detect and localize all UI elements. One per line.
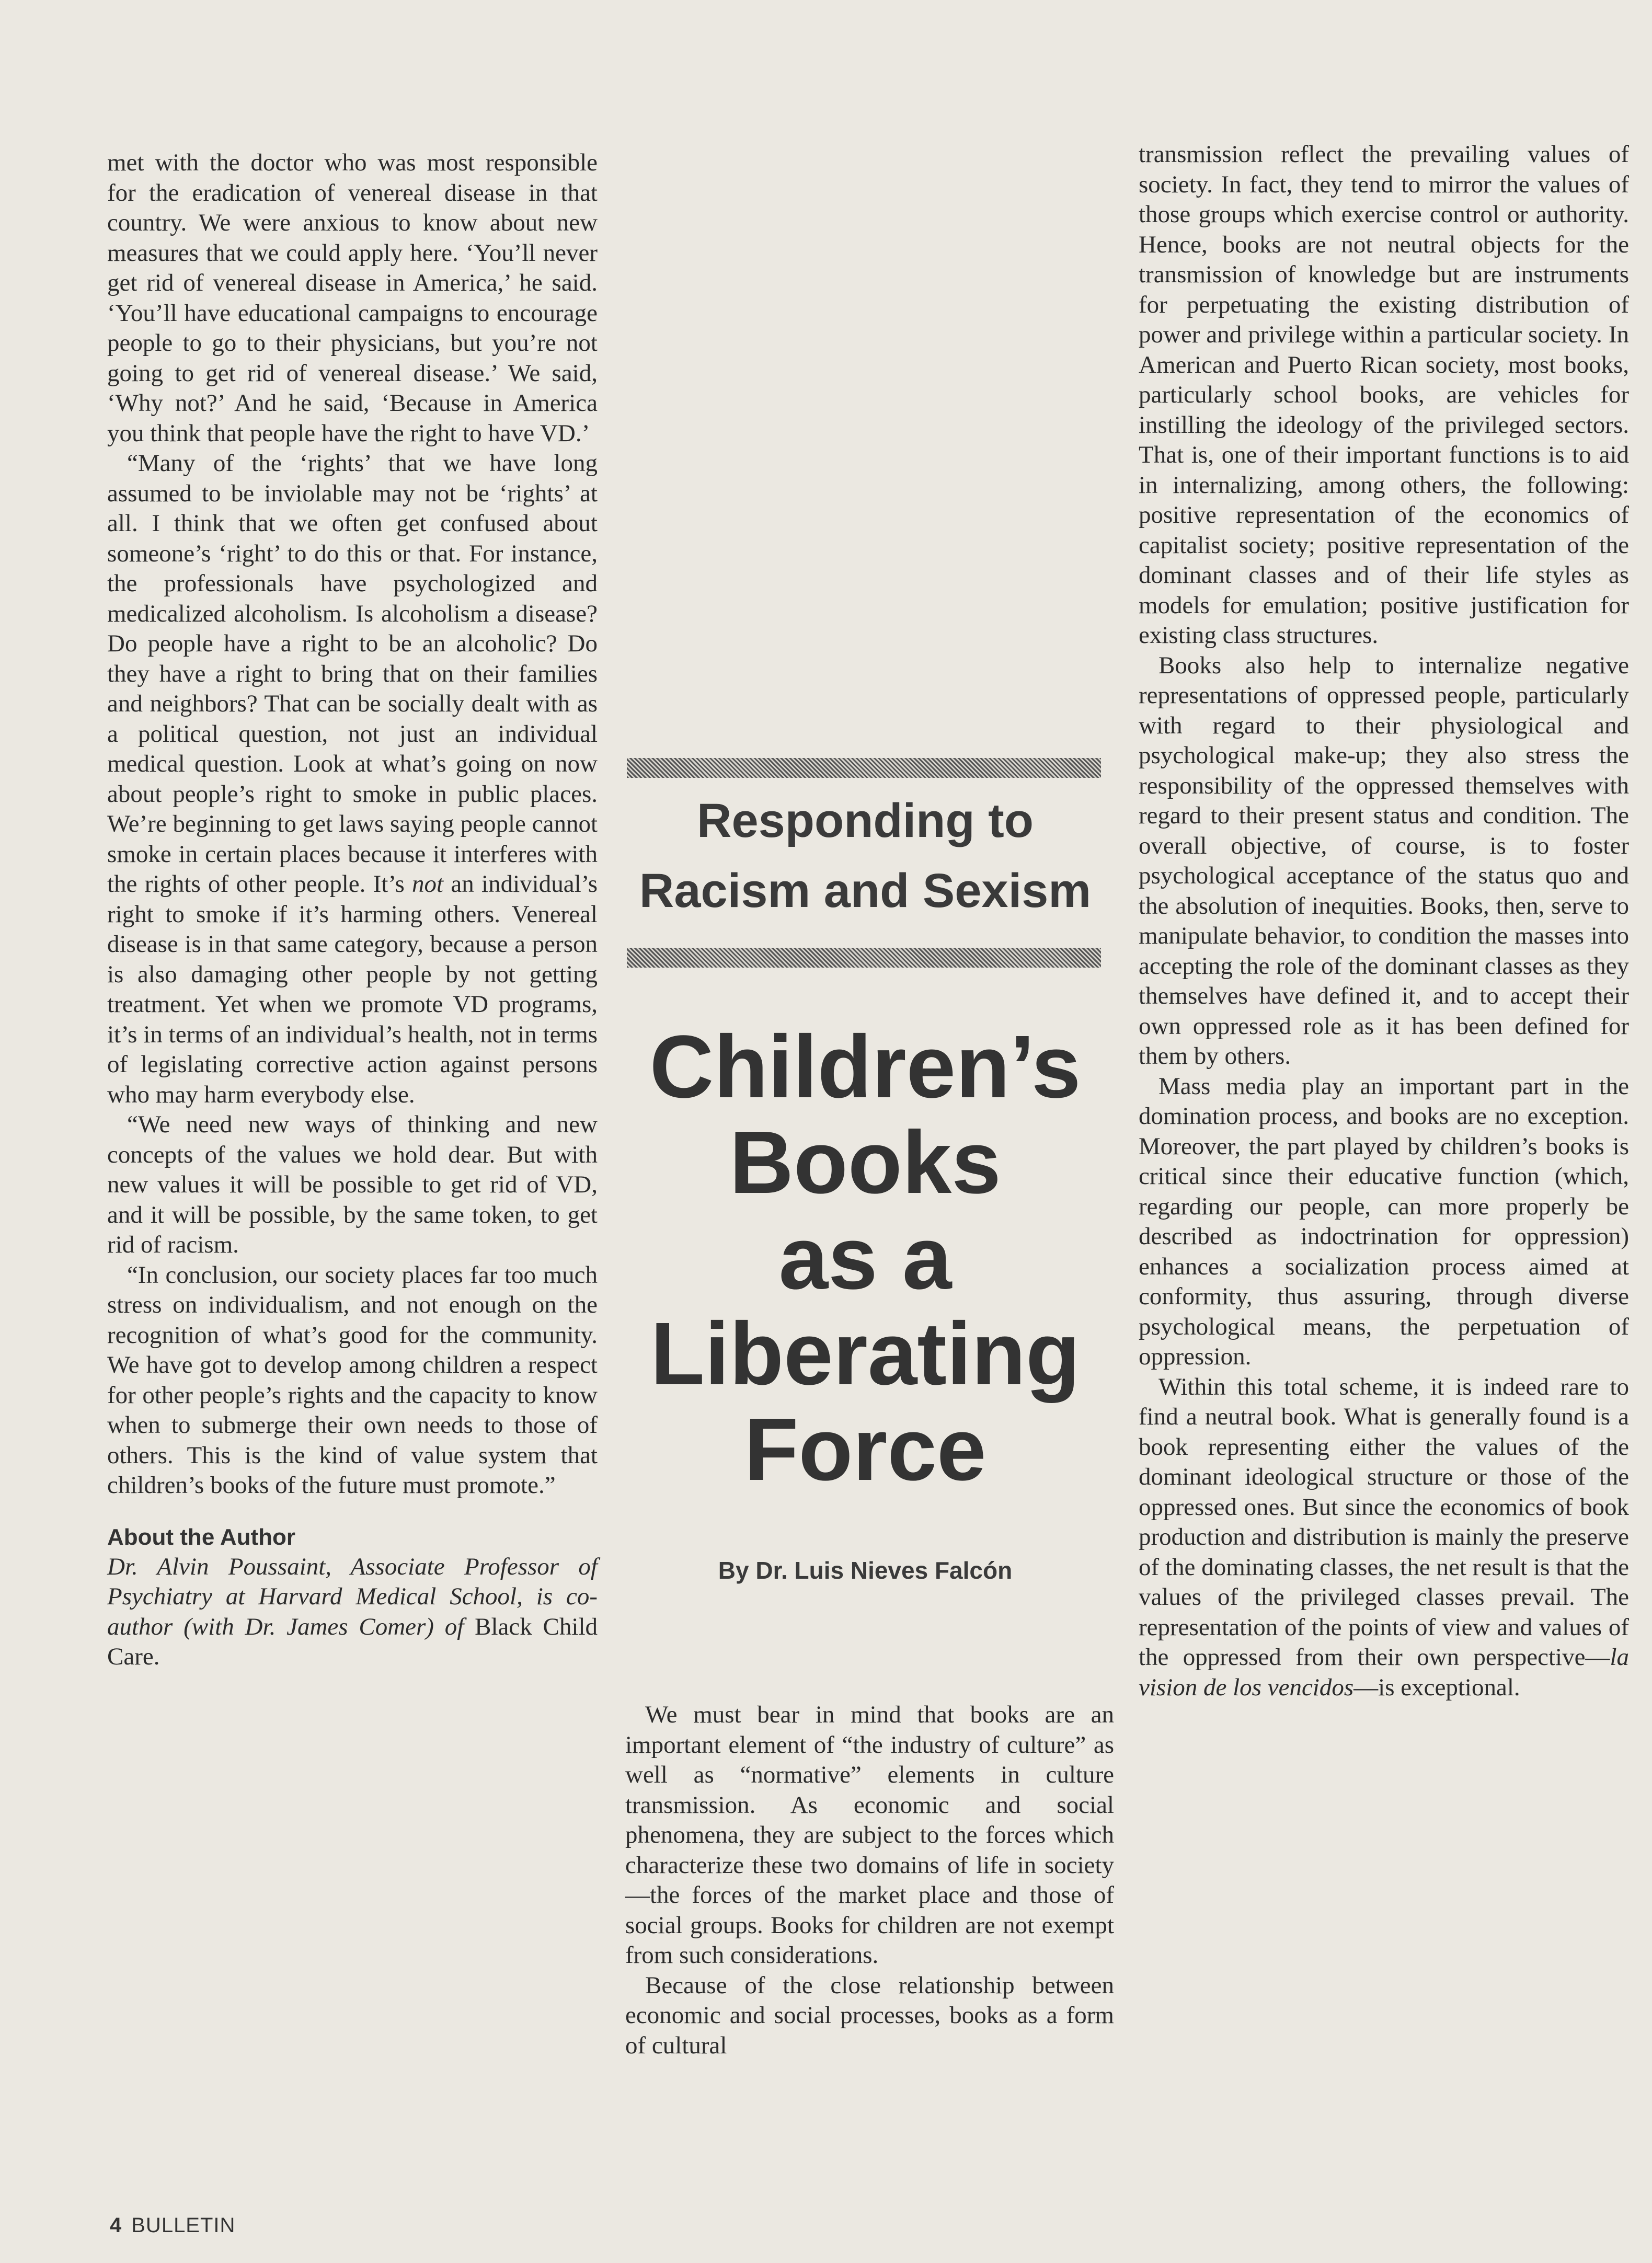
byline: By Dr. Luis Nieves Falcón <box>718 1557 1013 1584</box>
hatched-rule-top <box>627 758 1101 778</box>
middle-column <box>625 1700 1114 2061</box>
page-number: 4 <box>110 2214 122 2237</box>
title-line: as a <box>778 1209 952 1308</box>
page-footer <box>110 2214 235 2237</box>
left-paragraph-4: “In conclusion, our society places far too much stress on individualism, and not enough on the recognition of what’s good for the community. We have got to develop among children a respect for other people’s rights and the capacity to know when to submerge their own needs to those of others. This is the kind of value system that children’s books of the future must promote.” <box>107 1261 598 1499</box>
left-column <box>107 148 598 1672</box>
left-paragraph-2: “Many of the ‘rights’ that we have long assumed to be inviolable may not be ‘rights’ at all. I think that we often get confused about someone’s ‘right’ to do this or that. For instance, the professionals have psychologized and medicalized alcoholism. Is alcoholism a disease? Do people have a right to be an alcoholic? Do they have a right to bring that on their families and neighbors? That can be socially dealt with as a political question, not just an individual medical question. Look at what’s going on now about people’s right to smoke in public places. We’re beginning to get laws saying people cannot smoke in certain places because it interferes with the rights of other people. It’s not an individual’s right to smoke if it’s harming others. Venereal disease is in that same category, because a person is also damaging other people by not getting treatment. Yet when we promote VD programs, it’s in terms of an individual’s health, not in terms of legislating corrective action against persons who may harm everybody else. <box>107 450 598 1108</box>
left-paragraph-3: “We need new ways of thinking and new concepts of the values we hold dear. But with new values it will be possible to get rid of VD, and it will be possible, by the same token, to get rid of racism. <box>107 1111 598 1258</box>
emphasis-not: not <box>412 870 444 898</box>
middle-paragraph-1: We must bear in mind that books are an important element of “the industry of culture” as well as “normative” elements in culture transmission. As economic and social phenomena, they are subject to the forces which characterize these two domains of life in society—the forces of the market place and those of social groups. Books for children are not exempt from such considerations. <box>625 1701 1114 1969</box>
hatched-rule-bottom <box>627 948 1101 968</box>
right-column <box>1139 140 1629 1703</box>
right-paragraph-2: Books also help to internalize negative representations of oppressed people, particularly with regard to their physiological and psychological make-up; they also stress the responsibility of the oppressed themselves with regard to their present status and condition. The overall objective, of course, is to foster psychological acceptance of the status quo and the absolution of inequities. Books, then, serve to manipulate behavior, to condition the masses into accepting the role of the dominant classes as they themselves have defined it, and to accept their own oppressed role as it has been defined for them by others. <box>1139 651 1629 1070</box>
about-author-text: Dr. Alvin Poussaint, Associate Professor of Psychiatry at Harvard Medical School, is co-author (with Dr. James Comer) of Black Child Care. <box>107 1553 598 1670</box>
article-title <box>601 1019 1129 1498</box>
title-line: Books <box>729 1113 1001 1212</box>
emphasis-vision: la vision de los vencidos <box>1139 1644 1629 1701</box>
right-paragraph-3: Mass media play an important part in the domination process, and books are no exception. Moreover, the part played by children’s books is critical since their educative function (which, regarding our people, can more properly be described as indoctrination for oppression) enhances a socialization process aimed at conformity, thus assuring, through diverse psychological means, the perpetuation of oppression. <box>1139 1072 1629 1370</box>
section-kicker-line1: Responding to <box>697 794 1034 847</box>
title-line: Liberating <box>650 1304 1080 1404</box>
publication-name: BULLETIN <box>131 2214 236 2237</box>
left-paragraph-1: met with the doctor who was most responsible for the eradication of venereal disease in that country. We were anxious to know about new measures that we could apply here. ‘You’ll never get rid of venereal disease in America,’ he said. ‘You’ll have educational campaigns to encourage people to go to their physicians, but you’re not going to get rid of venereal disease.’ We said, ‘Why not?’ And he said, ‘Because in America you think that people have the right to have VD.’ <box>107 149 598 447</box>
right-paragraph-1: transmission reflect the prevailing values of society. In fact, they tend to mirror the values of those groups which exercise control or authority. Hence, books are not neutral objects for the transmission of knowledge but are instruments for perpetuating the existing distribution of power and privilege within a particular society. In American and Puerto Rican society, most books, particularly school books, are vehicles for instilling the ideology of the privileged sectors. That is, one of their important functions is to aid in internalizing, among others, the following: positive representation of the economics of capitalist society; positive representation of the dominant classes and of their life styles as models for emulation; positive justification for existing class structures. <box>1139 141 1629 649</box>
section-kicker-line2: Racism and Sexism <box>639 864 1092 917</box>
book-title: Black Child Care. <box>107 1613 598 1670</box>
right-paragraph-4: Within this total scheme, it is indeed rare to find a neutral book. What is generally found is a book representing either the values of the dominant ideological structure or those of the oppressed ones. But since the economics of book production and distribution is mainly the preserve of the dominating classes, the net result is that the values of the privileged classes prevail. The representation of the points of view and values of the oppressed from their own perspective—la vision de los vencidos—is exceptional. <box>1139 1373 1629 1701</box>
middle-paragraph-2: Because of the close relationship between economic and social processes, books as a form of cultural <box>625 1971 1114 2059</box>
about-author-heading: About the Author <box>107 1524 296 1550</box>
title-line: Force <box>744 1400 986 1499</box>
title-line: Children’s <box>649 1017 1081 1117</box>
